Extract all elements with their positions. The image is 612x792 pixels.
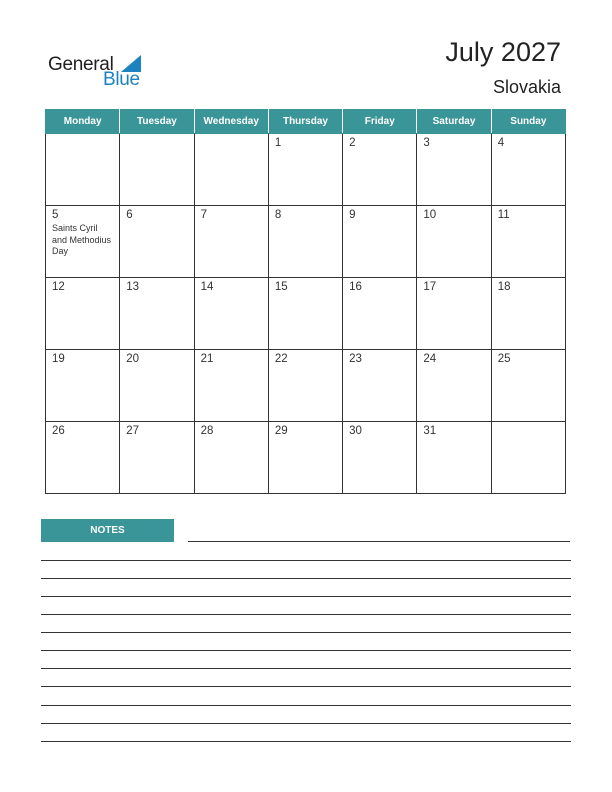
day-number: 20 [126, 353, 140, 365]
week-row [46, 350, 566, 422]
day-cell [417, 206, 491, 278]
week-row [46, 278, 566, 350]
notes-line [41, 614, 571, 615]
day-number: 21 [200, 353, 214, 365]
day-number: 19 [52, 353, 65, 365]
day-cell [46, 206, 120, 278]
weekday-header: Saturday [417, 110, 491, 134]
notes-line [41, 632, 571, 633]
notes-line [41, 723, 571, 724]
day-number: 10 [423, 209, 437, 221]
day-number: 24 [423, 353, 437, 365]
day-cell [491, 134, 565, 206]
day-cell [120, 134, 194, 206]
notes-header: NOTES [41, 519, 174, 542]
day-cell [343, 350, 417, 422]
day-number: 11 [497, 209, 510, 221]
logo-general-text: General [48, 54, 114, 75]
day-cell [46, 134, 120, 206]
day-number: 13 [126, 281, 140, 293]
day-number: 15 [274, 281, 288, 293]
day-cell [120, 206, 194, 278]
day-cell [120, 422, 194, 494]
day-number: 22 [274, 353, 288, 365]
day-cell [491, 278, 565, 350]
day-cell [343, 134, 417, 206]
day-number: 17 [423, 281, 437, 293]
day-cell [120, 350, 194, 422]
day-cell [194, 134, 268, 206]
day-cell [268, 350, 342, 422]
day-cell [46, 278, 120, 350]
day-number: 12 [52, 281, 65, 293]
day-cell [491, 350, 565, 422]
day-cell [343, 206, 417, 278]
notes-line [188, 541, 570, 542]
day-number: 18 [497, 281, 511, 293]
day-number: 31 [423, 425, 437, 437]
logo-triangle-icon [121, 55, 141, 72]
day-number: 1 [274, 137, 282, 149]
day-cell [268, 134, 342, 206]
notes-line [41, 686, 571, 687]
day-cell [343, 278, 417, 350]
day-cell [417, 134, 491, 206]
day-number: 26 [52, 425, 65, 437]
weekday-header: Friday [343, 110, 417, 134]
day-cell [46, 350, 120, 422]
logo-blue-text: Blue [103, 69, 140, 90]
notes-line [41, 578, 571, 579]
weekday-header-row [46, 110, 566, 134]
weekday-header: Tuesday [120, 110, 194, 134]
week-row [46, 134, 566, 206]
day-number: 30 [349, 425, 362, 437]
calendar-country: Slovakia [492, 77, 561, 97]
weekday-header: Thursday [268, 110, 342, 134]
day-cell [417, 422, 491, 494]
day-cell [46, 422, 120, 494]
calendar-grid [45, 109, 566, 494]
week-row [46, 422, 566, 494]
holiday-label: Saints Cyril and Methodius Day [52, 223, 112, 256]
weekday-header: Monday [46, 110, 120, 134]
day-number: 25 [497, 353, 511, 365]
day-number: 6 [126, 209, 133, 221]
day-cell [268, 278, 342, 350]
day-number: 9 [349, 209, 356, 221]
day-cell [268, 206, 342, 278]
day-number: 5 [52, 209, 59, 221]
day-number: 28 [200, 425, 214, 437]
day-number: 14 [200, 281, 214, 293]
day-cell [120, 278, 194, 350]
day-cell [194, 350, 268, 422]
notes-line [41, 560, 571, 561]
day-cell [417, 350, 491, 422]
notes-line [41, 668, 571, 669]
day-number: 3 [423, 137, 430, 149]
day-cell [491, 422, 565, 494]
day-number: 16 [349, 281, 362, 293]
day-number: 8 [274, 209, 282, 221]
day-number: 29 [274, 425, 288, 437]
day-cell [343, 422, 417, 494]
notes-line [41, 596, 571, 597]
day-cell [268, 422, 342, 494]
day-cell [491, 206, 565, 278]
day-number: 27 [126, 425, 140, 437]
day-cell [194, 206, 268, 278]
day-number: 4 [497, 137, 505, 149]
notes-line [41, 705, 571, 706]
day-cell [194, 278, 268, 350]
day-cell [417, 278, 491, 350]
day-cell [194, 422, 268, 494]
day-number: 7 [200, 209, 207, 221]
week-row [46, 206, 566, 278]
weekday-header: Sunday [491, 110, 565, 134]
weekday-header: Wednesday [194, 110, 268, 134]
day-number: 23 [349, 353, 362, 365]
day-number: 2 [349, 137, 356, 149]
notes-line [41, 741, 571, 742]
calendar-title: July 2027 [445, 37, 561, 67]
notes-line [41, 650, 571, 651]
